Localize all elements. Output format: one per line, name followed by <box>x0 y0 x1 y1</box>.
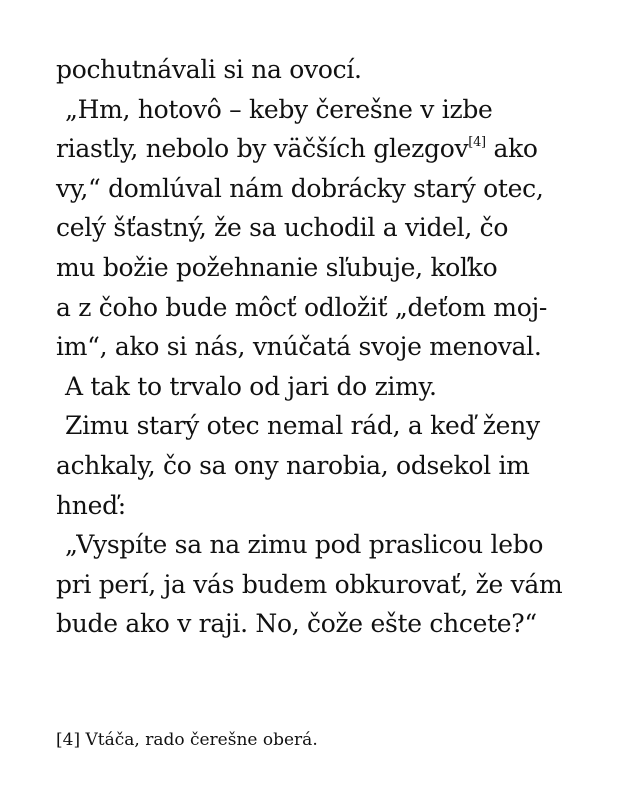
text-line: hneď: <box>56 490 126 520</box>
text-segment: riastly, nebolo by väčších glezgov <box>56 134 469 164</box>
text-line: „Hm, hotovô – keby čerešne v izbe <box>65 94 493 124</box>
text-line: mu božie požehnanie sľubuje, koľko <box>56 252 498 282</box>
text-line-with-footnote <box>56 129 596 169</box>
text-line: bude ako v raji. No, čože ešte chcete?“ <box>56 609 537 639</box>
text-line: A tak to trvalo od jari do zimy. <box>65 371 437 401</box>
text-segment: ako <box>485 134 538 164</box>
text-line: Zimu starý otec nemal rád, a keď ženy <box>65 411 540 441</box>
text-line: a z čoho bude môcť odložiť „deťom moj- <box>56 292 548 322</box>
text-line: pri perí, ja vás budem obkurovať, že vám <box>56 569 563 599</box>
footnote-reference[interactable]: [4] <box>468 134 486 150</box>
text-line: pochutnávali si na ovocí. <box>56 55 362 84</box>
text-line: vy,“ domlúval nám dobrácky starý otec, <box>56 173 544 203</box>
footnote: [4] Vtáča, rado čerešne oberá. <box>56 730 318 750</box>
page-body <box>56 50 596 644</box>
text-line: celý šťastný, že sa uchodil a videl, čo <box>56 213 509 243</box>
text-line: achkaly, čo sa ony narobia, odsekol im <box>56 450 530 480</box>
text-line: „Vyspíte sa na zimu pod praslicou lebo <box>65 530 544 560</box>
text-line: im“, ako si nás, vnúčatá svoje menoval. <box>56 332 542 362</box>
